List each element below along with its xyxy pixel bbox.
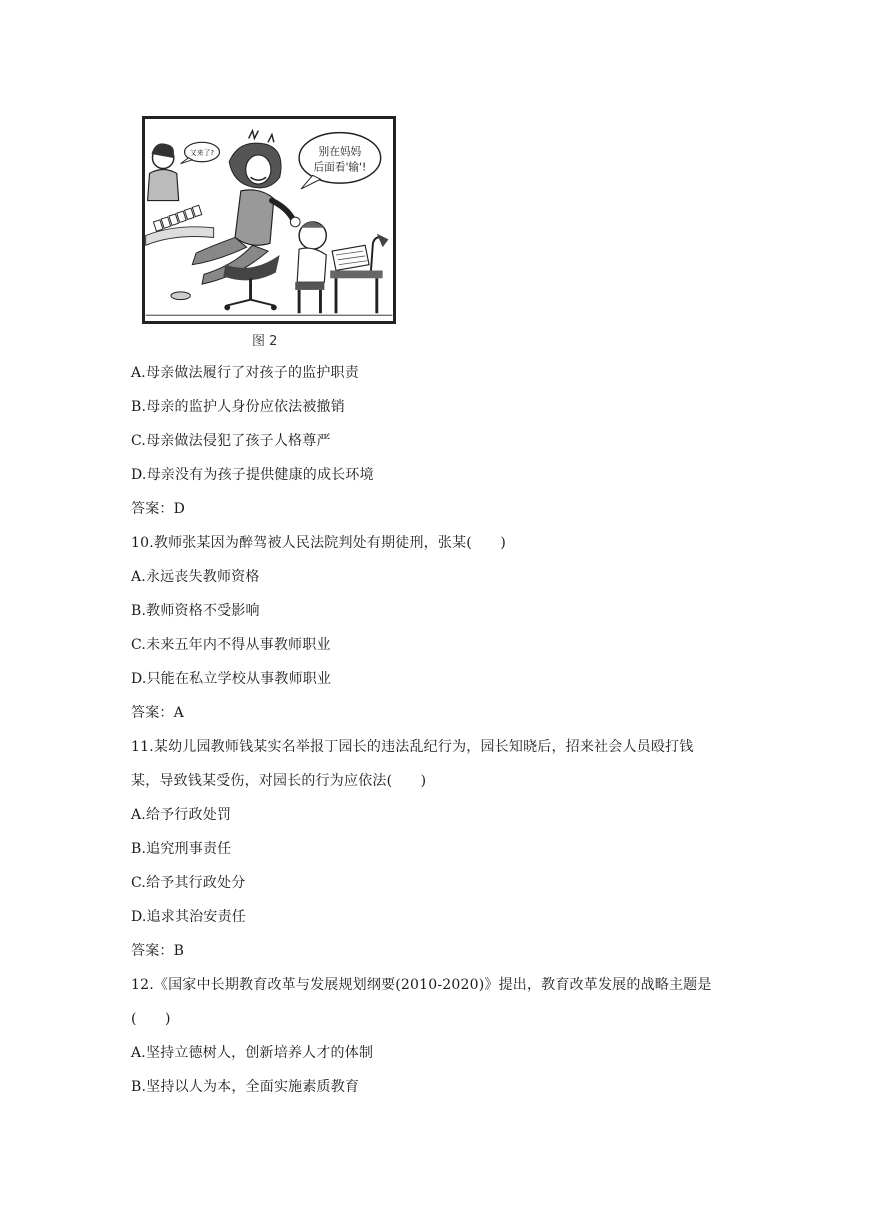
q10-option-b: B.教师资格不受影响 (131, 603, 260, 619)
q12-option-a: A.坚持立德树人，创新培养人才的体制 (131, 1045, 374, 1061)
q11-answer: 答案：B (131, 943, 185, 959)
right-bubble-text-line1: 别在妈妈 (318, 144, 362, 158)
cartoon-illustration (145, 119, 393, 321)
q9-option-b: B.母亲的监护人身份应依法被撤销 (131, 399, 345, 415)
q9-option-d: D.母亲没有为孩子提供健康的成长环境 (131, 467, 374, 483)
q12-option-b: B.坚持以人为本，全面实施素质教育 (131, 1079, 360, 1095)
figure-caption: 图 2 (252, 334, 278, 349)
q11-stem-line2: 某，导致钱某受伤，对园长的行为应依法( ) (131, 773, 427, 789)
q9-option-a: A.母亲做法履行了对孩子的监护职责 (131, 365, 359, 381)
q12-stem-line1: 12.《国家中长期教育改革与发展规划纲要(2010-2020)》提出，教育改革发展的战略主题是 (131, 977, 712, 993)
q9-option-c: C.母亲做法侵犯了孩子人格尊严 (131, 433, 331, 449)
q11-option-a: A.给予行政处罚 (131, 807, 232, 823)
q10-option-c: C.未来五年内不得从事教师职业 (131, 637, 331, 653)
right-bubble-text-line2: 后面看'输'! (313, 160, 367, 174)
q10-stem: 10.教师张某因为醉驾被人民法院判处有期徒刑，张某( ) (131, 535, 506, 551)
left-bubble-text: 又来了? (190, 148, 214, 157)
q10-option-a: A.永远丧失教师资格 (131, 569, 260, 585)
q11-option-c: C.给予其行政处分 (131, 875, 246, 891)
q12-stem-line2: ( ) (131, 1011, 171, 1027)
q10-answer: 答案：A (131, 705, 184, 721)
q9-answer: 答案：D (131, 501, 186, 517)
q11-option-b: B.追究刑事责任 (131, 841, 232, 857)
q11-option-d: D.追求其治安责任 (131, 909, 246, 925)
q11-stem-line1: 11.某幼儿园教师钱某实名举报丁园长的违法乱纪行为，园长知晓后，招来社会人员殴打钱 (131, 739, 694, 755)
cartoon-figure (142, 116, 396, 324)
q10-option-d: D.只能在私立学校从事教师职业 (131, 671, 332, 687)
